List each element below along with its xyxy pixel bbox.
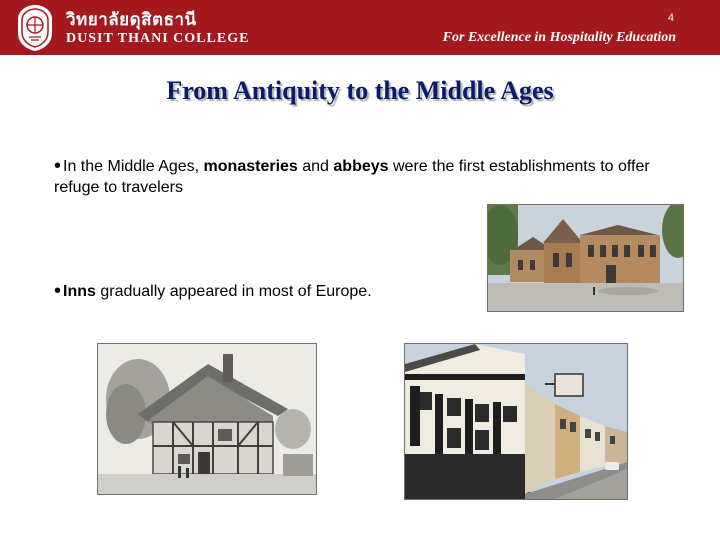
bullet-text: and	[297, 158, 334, 175]
bold-term-inns: Inns	[63, 283, 96, 300]
college-name-thai: วิทยาลัยดุสิตธานี	[66, 10, 197, 30]
bullet-text: gradually appeared in most of Europe.	[95, 283, 372, 300]
bullet-text: In the Middle Ages,	[63, 158, 204, 175]
bullet-dot-icon: •	[54, 280, 62, 302]
bullet-text: were the first establishments to offer refuge to travelers	[54, 158, 650, 196]
bold-term-monasteries: monasteries	[203, 158, 298, 175]
college-name-english: DUSIT THANI COLLEGE	[66, 31, 250, 46]
inn-street-photo	[404, 343, 628, 500]
bullet-inns	[54, 280, 474, 302]
tagline: For Excellence in Hospitality Education	[442, 30, 676, 45]
bullet-dot-icon: •	[54, 155, 62, 177]
cottage-engraving-image	[97, 343, 317, 495]
slide-title: From Antiquity to the Middle Ages	[166, 76, 554, 105]
abbey-photo	[487, 204, 684, 312]
college-seal-logo	[14, 3, 56, 53]
page-number: 4	[667, 12, 674, 24]
header-bar	[0, 0, 720, 55]
bold-term-abbeys: abbeys	[333, 158, 389, 175]
bullet-monasteries	[54, 155, 684, 198]
